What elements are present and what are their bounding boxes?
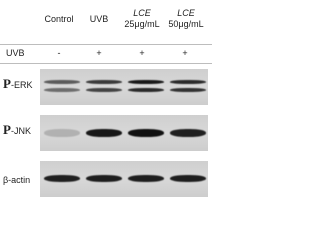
treatment-sign-uvb: + bbox=[96, 48, 102, 58]
blot-label-p-erk bbox=[3, 76, 32, 92]
p-erk-lower-band-lane-4 bbox=[170, 88, 206, 92]
blot-label-beta-actin bbox=[3, 171, 30, 187]
blot-label-p-jnk bbox=[3, 122, 31, 138]
blot-panel-p-jnk bbox=[40, 115, 208, 151]
blot-label-text: -JNK bbox=[10, 126, 31, 136]
p-erk-lower-band-lane-1 bbox=[44, 88, 80, 92]
blot-label-text: -ERK bbox=[10, 80, 33, 90]
blot-panel-p-erk bbox=[40, 69, 208, 105]
blot-label-prefix: P bbox=[3, 122, 11, 137]
treatment-sign-control: - bbox=[57, 48, 61, 58]
column-header-lce-25: LCE 25μg/mL bbox=[124, 8, 160, 29]
p-jnk-band-lane-4 bbox=[170, 129, 206, 137]
p-erk-upper-band-lane-1 bbox=[44, 80, 80, 84]
beta-actin-band-lane-2 bbox=[86, 175, 122, 182]
rule-bottom bbox=[0, 63, 212, 64]
p-erk-upper-band-lane-3 bbox=[128, 80, 164, 84]
p-jnk-band-lane-1 bbox=[44, 129, 80, 137]
blot-label-text: β-actin bbox=[3, 175, 31, 185]
treatment-sign-lce-50: + bbox=[182, 48, 188, 58]
treatment-label: UVB bbox=[6, 48, 25, 58]
p-erk-lower-band-lane-2 bbox=[86, 88, 122, 92]
p-jnk-band-lane-3 bbox=[128, 129, 164, 137]
column-header-uvb: UVB bbox=[89, 14, 109, 24]
rule-top bbox=[0, 44, 212, 45]
column-header-lce-50: LCE 50μg/mL bbox=[168, 8, 204, 29]
blot-panel-beta-actin bbox=[40, 161, 208, 197]
p-erk-lower-band-lane-3 bbox=[128, 88, 164, 92]
beta-actin-band-lane-1 bbox=[44, 175, 80, 182]
p-erk-upper-band-lane-4 bbox=[170, 80, 206, 84]
beta-actin-band-lane-4 bbox=[170, 175, 206, 182]
p-erk-upper-band-lane-2 bbox=[86, 80, 122, 84]
column-header-control: Control bbox=[44, 14, 74, 24]
blot-label-prefix: P bbox=[3, 76, 11, 91]
treatment-sign-lce-25: + bbox=[139, 48, 145, 58]
beta-actin-band-lane-3 bbox=[128, 175, 164, 182]
p-jnk-band-lane-2 bbox=[86, 129, 122, 137]
